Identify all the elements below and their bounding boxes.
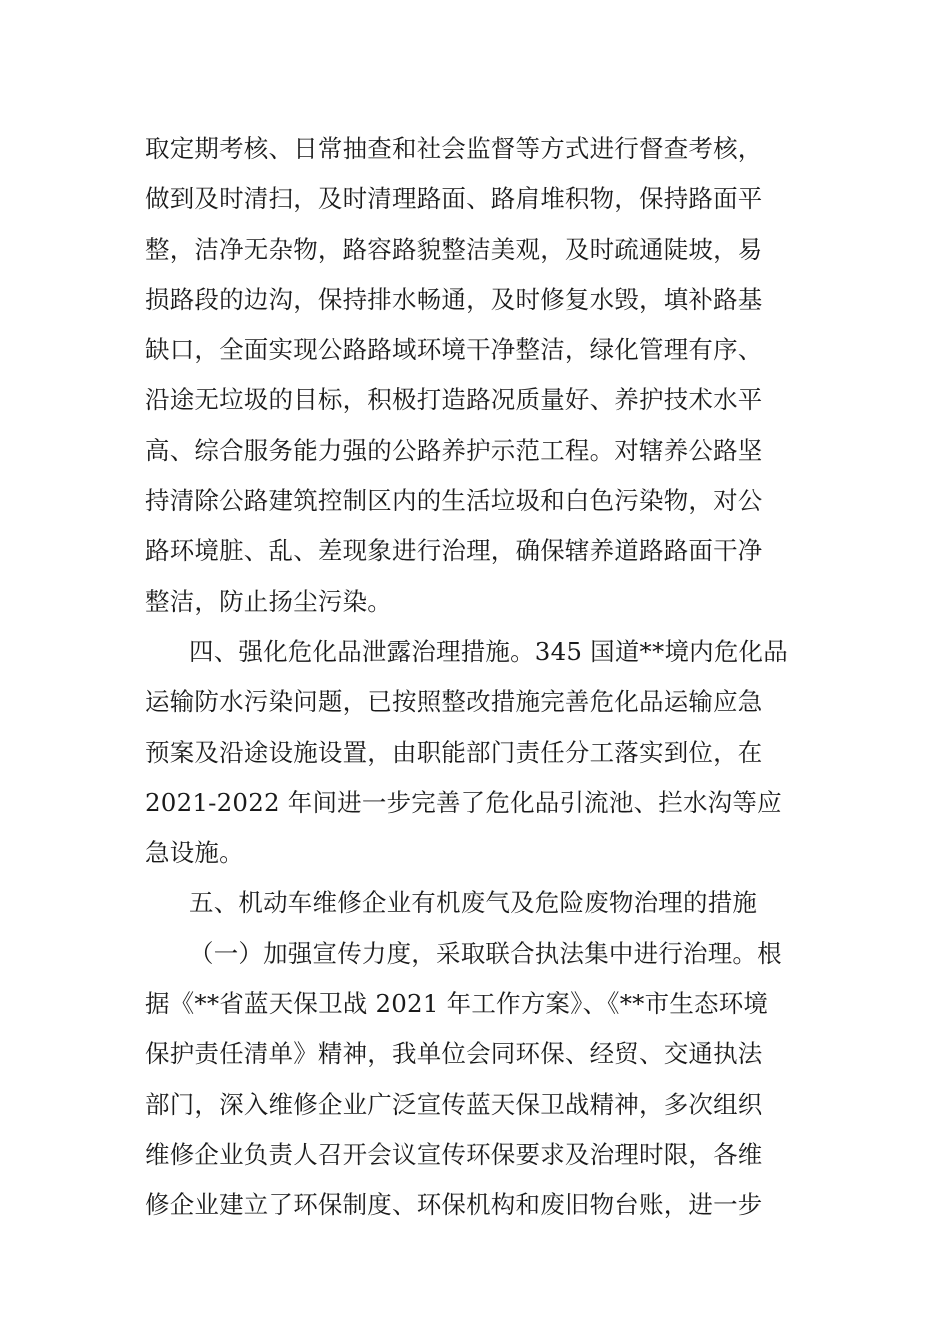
body-line-5: 缺口，全面实现公路路域环境干净整洁，绿化管理有序、 [145, 335, 763, 365]
body-line-13: 预案及沿途设施设置，由职能部门责任分工落实到位，在 [145, 737, 763, 767]
body-line-4: 损路段的边沟，保持排水畅通，及时修复水毁，填补路基 [145, 284, 763, 314]
section-4-heading-line: 四、强化危化品泄露治理措施。345 国道**境内危化品 [189, 636, 788, 666]
body-line-15: 急设施。 [145, 838, 244, 868]
body-line-18: 据《**省蓝天保卫战 2021 年工作方案》、《**市生态环境 [145, 989, 769, 1019]
body-line-7: 高、综合服务能力强的公路养护示范工程。对辖养公路坚 [145, 435, 763, 465]
body-line-14: 2021-2022 年间进一步完善了危化品引流池、拦水沟等应 [145, 787, 782, 817]
body-line-21: 维修企业负责人召开会议宣传环保要求及治理时限，各维 [145, 1139, 763, 1169]
body-line-3: 整，洁净无杂物，路容路貌整洁美观，及时疏通陡坡，易 [145, 234, 763, 264]
body-line-2: 做到及时清扫，及时清理路面、路肩堆积物，保持路面平 [145, 184, 763, 214]
body-line-19: 保护责任清单》精神，我单位会同环保、经贸、交通执法 [145, 1039, 763, 1069]
body-line-6: 沿途无垃圾的目标，积极打造路况质量好、养护技术水平 [145, 385, 763, 415]
subsection-1-heading-line: （一）加强宣传力度，采取联合执法集中进行治理。根 [189, 938, 782, 968]
body-line-8: 持清除公路建筑控制区内的生活垃圾和白色污染物，对公 [145, 486, 763, 516]
body-line-20: 部门，深入维修企业广泛宣传蓝天保卫战精神，多次组织 [145, 1089, 763, 1119]
body-line-9: 路环境脏、乱、差现象进行治理，确保辖养道路路面干净 [145, 536, 763, 566]
section-5-heading: 五、机动车维修企业有机废气及危险废物治理的措施 [189, 888, 758, 918]
document-body [145, 124, 807, 1231]
body-line-22: 修企业建立了环保制度、环保机构和废旧物台账，进一步 [145, 1190, 763, 1220]
body-line-12: 运输防水污染问题，已按照整改措施完善危化品运输应急 [145, 687, 763, 717]
body-line-1: 取定期考核、日常抽查和社会监督等方式进行督查考核， [145, 134, 763, 163]
body-line-10: 整洁，防止扬尘污染。 [145, 586, 392, 616]
